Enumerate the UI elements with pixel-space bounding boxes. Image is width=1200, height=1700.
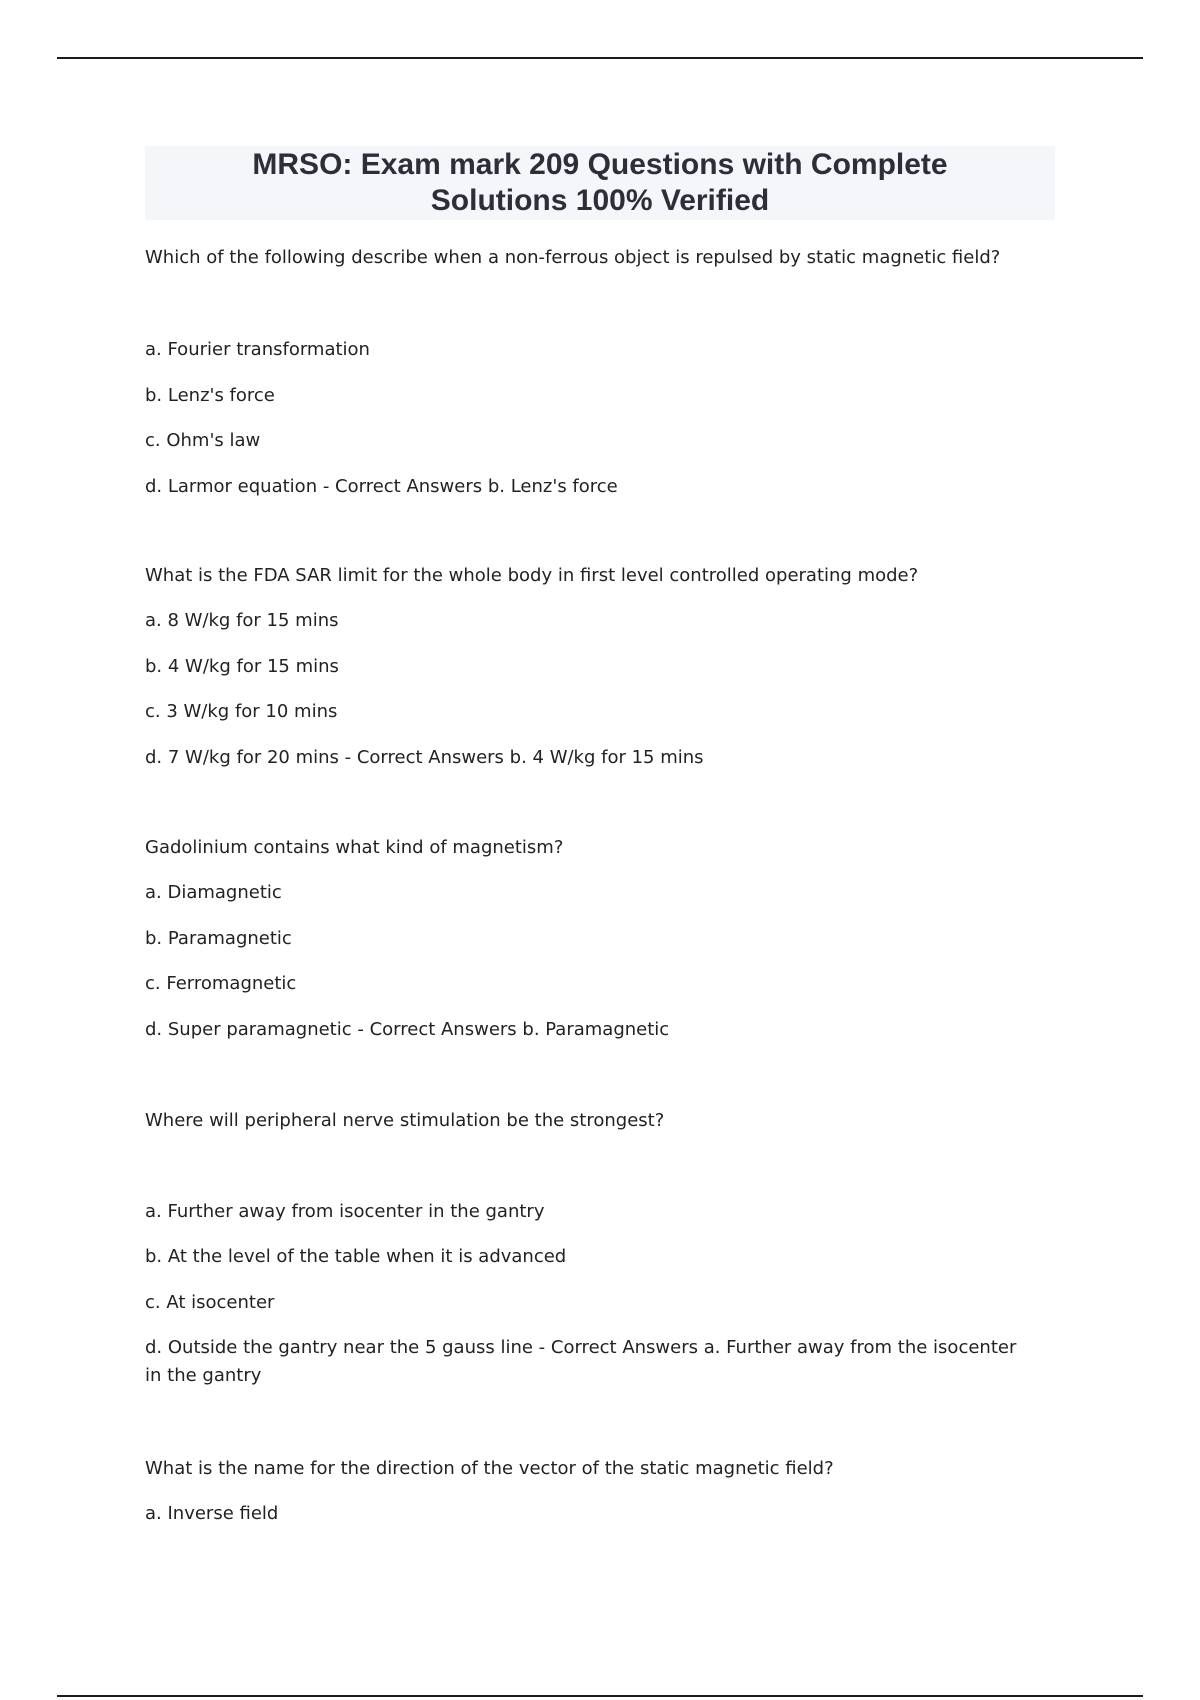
question-3 — [145, 834, 1045, 1044]
question-text: What is the name for the direction of the vector of the static magnetic field? — [145, 1458, 834, 1479]
question-5 — [145, 1455, 1045, 1528]
answer-option: d. Outside the gantry near the 5 gauss line - Correct Answers a. Further away from the isocenter in the gantry — [145, 1337, 1017, 1386]
answer-option: b. Paramagnetic — [145, 928, 292, 949]
title-banner — [145, 146, 1055, 220]
question-2 — [145, 562, 1045, 772]
question-text: What is the FDA SAR limit for the whole body in first level controlled operating mode? — [145, 565, 919, 586]
answer-option: d. 7 W/kg for 20 mins - Correct Answers b. 4 W/kg for 15 mins — [145, 747, 704, 768]
question-text: Which of the following describe when a non-ferrous object is repulsed by static magnetic field? — [145, 247, 1001, 268]
answer-option: c. At isocenter — [145, 1292, 275, 1313]
answer-option: a. 8 W/kg for 15 mins — [145, 610, 339, 631]
answer-option: a. Diamagnetic — [145, 882, 282, 903]
answer-option: b. Lenz's force — [145, 385, 275, 406]
answer-option: a. Fourier transformation — [145, 339, 370, 360]
answer-option: d. Super paramagnetic - Correct Answers b. Paramagnetic — [145, 1019, 670, 1040]
bottom-rule — [57, 1695, 1143, 1697]
answer-option: a. Further away from isocenter in the gantry — [145, 1201, 545, 1222]
question-4 — [145, 1107, 1045, 1390]
answer-option: c. 3 W/kg for 10 mins — [145, 701, 338, 722]
answer-option: b. At the level of the table when it is advanced — [145, 1246, 567, 1267]
answer-option: c. Ohm's law — [145, 430, 261, 451]
page-title-line-2: Solutions 100% Verified — [430, 184, 770, 217]
answer-option: c. Ferromagnetic — [145, 973, 297, 994]
question-1 — [145, 244, 1045, 501]
top-rule — [57, 57, 1143, 59]
answer-option: a. Inverse field — [145, 1503, 279, 1524]
question-text: Gadolinium contains what kind of magnetism? — [145, 837, 564, 858]
answer-option: d. Larmor equation - Correct Answers b. Lenz's force — [145, 476, 618, 497]
page-title — [220, 147, 980, 219]
question-text: Where will peripheral nerve stimulation be the strongest? — [145, 1110, 665, 1131]
answer-option: b. 4 W/kg for 15 mins — [145, 656, 339, 677]
page-title-line-1: MRSO: Exam mark 209 Questions with Complete — [252, 148, 948, 181]
